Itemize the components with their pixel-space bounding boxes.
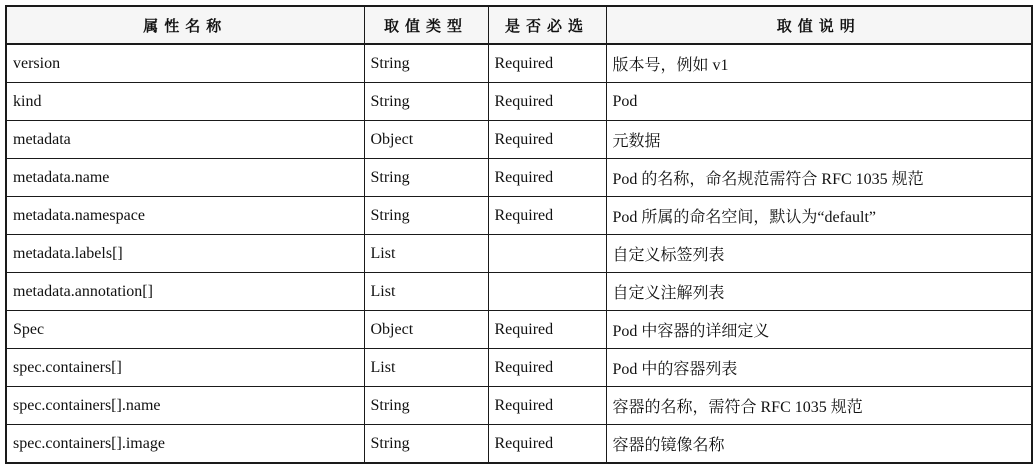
property-name-cell: spec.containers[].name <box>6 387 364 425</box>
value-type-cell: Object <box>364 311 488 349</box>
description-cell: 容器的镜像名称 <box>606 425 1032 464</box>
required-cell: Required <box>488 311 606 349</box>
required-cell: Required <box>488 121 606 159</box>
header-description: 取值说明 <box>606 6 1032 44</box>
table-row <box>6 235 1032 273</box>
description-cell: 版本号，例如 v1 <box>606 44 1032 83</box>
required-cell: Required <box>488 349 606 387</box>
description-cell: Pod <box>606 83 1032 121</box>
description-cell: 自定义标签列表 <box>606 235 1032 273</box>
pod-spec-table <box>5 5 1033 464</box>
property-name-cell: kind <box>6 83 364 121</box>
description-cell: 自定义注解列表 <box>606 273 1032 311</box>
table-row <box>6 425 1032 464</box>
property-name-cell: Spec <box>6 311 364 349</box>
property-name-cell: spec.containers[] <box>6 349 364 387</box>
required-cell: Required <box>488 83 606 121</box>
header-required: 是否必选 <box>488 6 606 44</box>
description-cell: 元数据 <box>606 121 1032 159</box>
description-cell: Pod 的名称，命名规范需符合 RFC 1035 规范 <box>606 159 1032 197</box>
required-cell: Required <box>488 425 606 464</box>
value-type-cell: Object <box>364 121 488 159</box>
table-row <box>6 159 1032 197</box>
value-type-cell: String <box>364 425 488 464</box>
table-row <box>6 387 1032 425</box>
table-row <box>6 273 1032 311</box>
required-cell: Required <box>488 44 606 83</box>
value-type-cell: String <box>364 159 488 197</box>
property-name-cell: metadata <box>6 121 364 159</box>
table-row <box>6 311 1032 349</box>
required-cell: Required <box>488 197 606 235</box>
property-name-cell: metadata.name <box>6 159 364 197</box>
value-type-cell: List <box>364 273 488 311</box>
property-name-cell: spec.containers[].image <box>6 425 364 464</box>
table-row <box>6 197 1032 235</box>
header-row <box>6 6 1032 44</box>
property-name-cell: metadata.annotation[] <box>6 273 364 311</box>
value-type-cell: List <box>364 349 488 387</box>
required-cell: Required <box>488 387 606 425</box>
value-type-cell: String <box>364 44 488 83</box>
required-cell <box>488 235 606 273</box>
table-row <box>6 121 1032 159</box>
required-cell <box>488 273 606 311</box>
value-type-cell: String <box>364 83 488 121</box>
value-type-cell: String <box>364 197 488 235</box>
description-cell: 容器的名称，需符合 RFC 1035 规范 <box>606 387 1032 425</box>
property-name-cell: version <box>6 44 364 83</box>
value-type-cell: List <box>364 235 488 273</box>
header-property-name: 属性名称 <box>6 6 364 44</box>
description-cell: Pod 中的容器列表 <box>606 349 1032 387</box>
table-row <box>6 44 1032 83</box>
table-row <box>6 349 1032 387</box>
header-value-type: 取值类型 <box>364 6 488 44</box>
property-name-cell: metadata.labels[] <box>6 235 364 273</box>
description-cell: Pod 中容器的详细定义 <box>606 311 1032 349</box>
property-name-cell: metadata.namespace <box>6 197 364 235</box>
table-row <box>6 83 1032 121</box>
required-cell: Required <box>488 159 606 197</box>
description-cell: Pod 所属的命名空间，默认为“default” <box>606 197 1032 235</box>
value-type-cell: String <box>364 387 488 425</box>
